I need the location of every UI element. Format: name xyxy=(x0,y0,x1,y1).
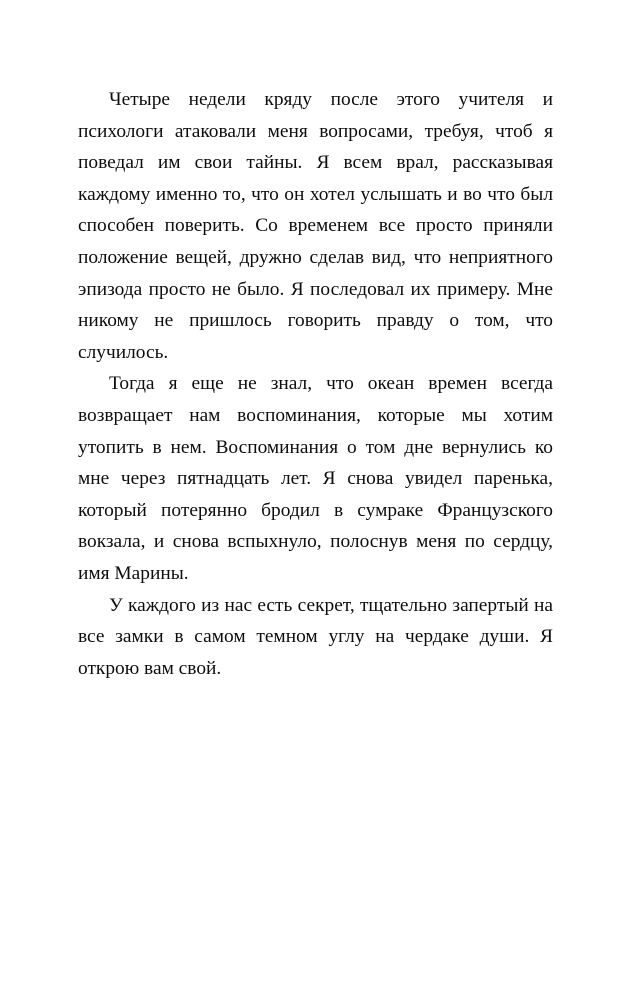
paragraph: Четыре недели кряду после этого учителя и психологи атаковали меня вопросами, требуя, чтоб я поведал им свои тайны. Я всем врал, рассказывая каждому именно то, что он хотел услышать и во что был способен поверить. Со временем все просто приняли положение вещей, дружно сделав вид, что неприятного эпизода просто не было. Я последовал их примеру. Мне никому не пришлось говорить правду о том, что случилось. xyxy=(78,89,553,363)
paragraph: У каждого из нас есть секрет, тщательно запертый на все замки в самом темном углу на чердаке души. Я открою вам свой. xyxy=(78,594,553,679)
paragraph: Тогда я еще не знал, что океан времен всегда возвращает нам воспоминания, которые мы хотим утопить в нем. Воспоминания о том дне вернулись ко мне через пятнадцать лет. Я снова увидел паренька, который потерянно бродил в сумраке Французского вокзала, и снова вспыхнуло, полоснув меня по сердцу, имя Марины. xyxy=(78,373,553,584)
page-text-body xyxy=(78,84,553,684)
